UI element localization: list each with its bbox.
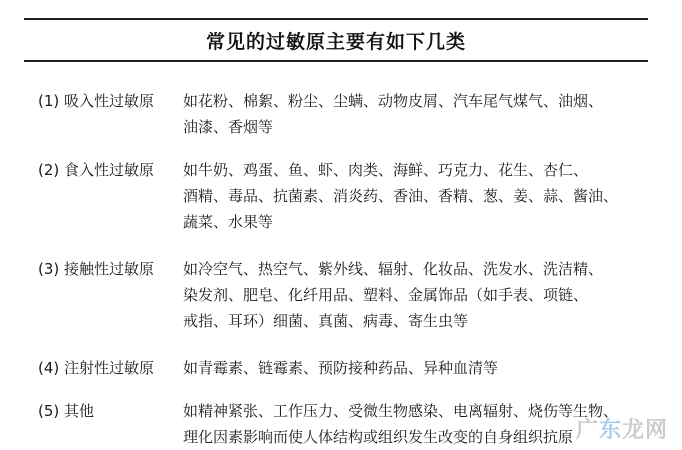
content-line: 如冷空气、热空气、紫外线、辐射、化妆品、洗发水、洗洁精、 <box>183 260 604 278</box>
content-line: 油漆、香烟等 <box>183 118 274 136</box>
section-content <box>183 157 658 235</box>
content-line: 理化因素影响而使人体结构或组织发生改变的自身组织抗原 <box>183 428 574 446</box>
content-line: 如牛奶、鸡蛋、鱼、虾、肉类、海鲜、巧克力、花生、杏仁、 <box>183 161 589 179</box>
watermark-text: 广 <box>575 418 599 443</box>
content-line: 酒精、毒品、抗菌素、消炎药、香油、香精、葱、姜、蒜、酱油、 <box>183 187 619 205</box>
watermark-text: 东 <box>598 418 622 443</box>
section-label: (1) 吸入性过敏原 <box>38 92 155 110</box>
content-line: 如精神紧张、工作压力、受微生物感染、电离辐射、烧伤等生物、 <box>183 402 619 420</box>
section-label: (5) 其他 <box>38 402 95 420</box>
section-content <box>183 256 658 334</box>
content-line: 如青霉素、链霉素、预防接种药品、异种血清等 <box>183 359 499 377</box>
content-line: 如花粉、棉絮、粉尘、尘螨、动物皮屑、汽车尾气煤气、油烟、 <box>183 92 604 110</box>
section-label: (3) 接触性过敏原 <box>38 260 155 278</box>
section-content <box>183 88 658 140</box>
content-line: 蔬菜、水果等 <box>183 213 274 231</box>
content-line: 染发剂、肥皂、化纤用品、塑料、金属饰品（如手表、项链、 <box>183 286 589 304</box>
page-title: 常见的过敏原主要有如下几类 <box>205 30 466 53</box>
watermark-text: 龙网 <box>621 418 668 443</box>
site-watermark <box>576 413 668 444</box>
section-label: (4) 注射性过敏原 <box>38 359 155 377</box>
content-line: 戒指、耳环）细菌、真菌、病毒、寄生虫等 <box>183 312 469 330</box>
title-bar <box>24 18 648 62</box>
section-content <box>183 355 658 381</box>
section-label: (2) 食入性过敏原 <box>38 161 155 179</box>
